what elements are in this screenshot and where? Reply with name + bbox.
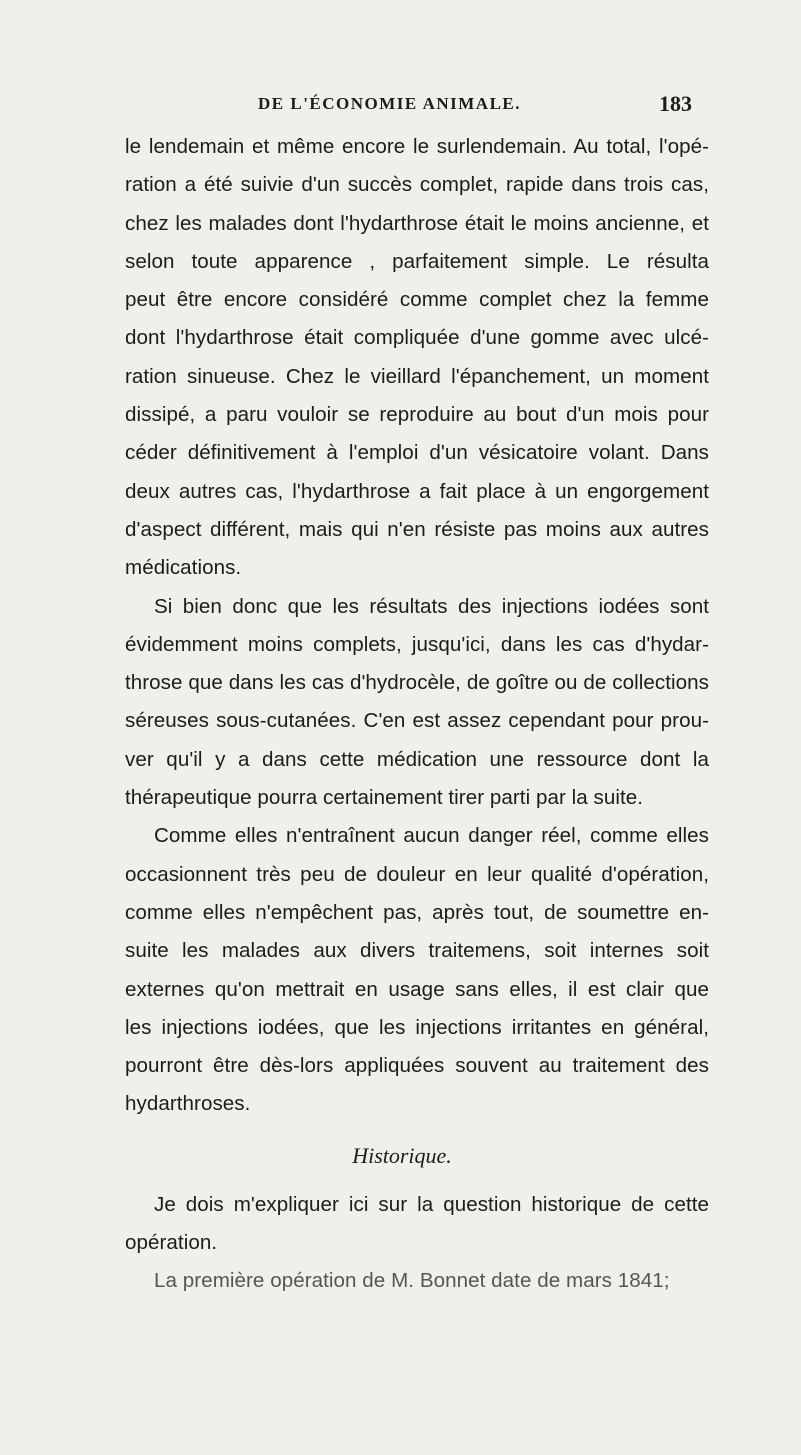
text-line: les injections iodées, que les injections irritantes en général,: [125, 1015, 709, 1039]
text-line: La première opération de M. Bonnet date de mars 1841;: [154, 1269, 670, 1293]
text-line: pourront être dès-lors appliquées souvent au traitement des: [125, 1054, 709, 1078]
text-line: externes qu'on mettrait en usage sans elles, il est clair que: [125, 977, 709, 1001]
text-line: Je dois m'expliquer ici sur la question historique de cette: [154, 1192, 709, 1216]
text-line: ration sinueuse. Chez le vieillard l'épanchement, un moment: [125, 364, 709, 388]
text-line: suite les malades aux divers traitemens, soit internes soit: [125, 939, 709, 963]
text-line: comme elles n'empêchent pas, après tout, de soumettre en-: [125, 900, 709, 924]
text-line: Si bien donc que les résultats des injections iodées sont: [154, 594, 709, 618]
paragraph: [125, 817, 709, 1123]
text-line: thérapeutique pourra certainement tirer parti par la suite.: [125, 786, 644, 810]
running-head: [258, 91, 692, 124]
text-line: ration a été suivie d'un succès complet, rapide dans trois cas,: [125, 173, 709, 197]
text-line: céder définitivement à l'emploi d'un vésicatoire volant. Dans: [125, 441, 709, 465]
text-line: évidemment moins complets, jusqu'ici, dans les cas d'hydar-: [125, 632, 709, 656]
paragraph: [125, 1262, 709, 1300]
text-line: d'aspect différent, mais qui n'en résiste pas moins aux autres: [125, 517, 709, 541]
paragraphs-after-heading: [125, 1186, 709, 1301]
text-line: opération.: [125, 1231, 218, 1255]
text-line: hydarthroses.: [125, 1092, 251, 1116]
text-line: selon toute apparence , parfaitement simple. Le résulta: [125, 249, 709, 273]
text-line: dissipé, a paru vouloir se reproduire au bout d'un mois pour: [125, 403, 709, 427]
text-line: throse que dans les cas d'hydrocèle, de goître ou de collections: [125, 671, 709, 695]
text-line: occasionnent très peu de douleur en leur qualité d'opération,: [125, 862, 709, 886]
paragraph: [125, 588, 709, 818]
text-line: médications.: [125, 556, 242, 580]
paragraph: [125, 1186, 709, 1263]
text-line: Comme elles n'entraînent aucun danger réel, comme elles: [154, 824, 709, 848]
page-number: 183: [659, 91, 692, 116]
section-heading: Historique.: [352, 1142, 452, 1168]
text-line: le lendemain et même encore le surlendemain. Au total, l'opé-: [125, 135, 709, 158]
text-line: dont l'hydarthrose était compliquée d'une gomme avec ulcé-: [125, 326, 709, 350]
paragraphs-before-heading: [125, 128, 709, 1124]
text-line: deux autres cas, l'hydarthrose a fait place à un engorgement: [125, 479, 709, 503]
body-text: [125, 128, 709, 1301]
running-title: DE L'ÉCONOMIE ANIMALE.: [258, 94, 521, 113]
text-line: chez les malades dont l'hydarthrose était le moins ancienne, et: [125, 211, 709, 235]
text-line: peut être encore considéré comme complet chez la femme: [125, 288, 709, 312]
text-line: séreuses sous-cutanées. C'en est assez cependant pour prou-: [125, 709, 709, 733]
text-line: ver qu'il y a dans cette médication une ressource dont la: [125, 747, 709, 771]
paragraph: [125, 128, 709, 588]
